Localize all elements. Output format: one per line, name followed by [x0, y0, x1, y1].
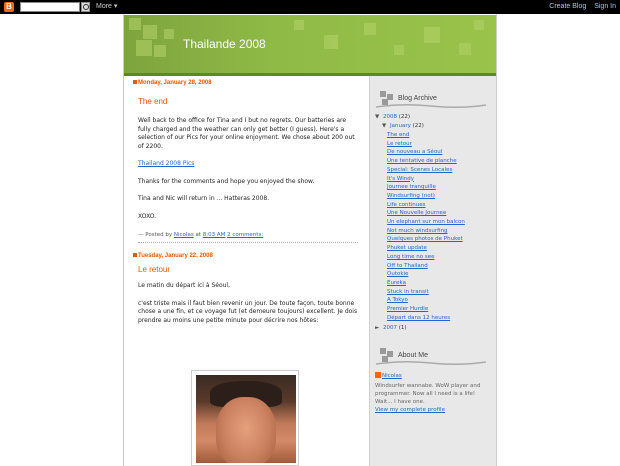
blog-header: [124, 15, 496, 73]
view-profile-link[interactable]: View my complete profile: [375, 407, 445, 413]
archive-post-link[interactable]: Quelques photos de Phuket: [387, 236, 463, 243]
post-paragraph: XOXO.: [138, 212, 157, 220]
blogger-logo-icon[interactable]: B: [4, 2, 14, 12]
archive-post-link[interactable]: Long time no see: [387, 253, 435, 260]
post-paragraph: Thanks for the comments and hope you enjoyed the show.: [138, 177, 315, 185]
about-title: About Me: [398, 352, 428, 359]
blogger-profile-icon: [375, 372, 381, 378]
post-paragraph: Tina and Nic will return in ... Hatteras 2008.: [138, 195, 270, 202]
archive-post-link[interactable]: De nouveau a Séoul: [387, 149, 443, 156]
archive-title: Blog Archive: [398, 95, 437, 102]
about-header: [376, 346, 491, 366]
archive-year-2007[interactable]: ► 2007 (1): [375, 325, 407, 331]
post-footer: — Posted by Nicolas at 8:03 AM 2 comments:: [138, 232, 264, 238]
main-column: [133, 80, 358, 325]
post-title[interactable]: The end: [138, 97, 168, 106]
collapse-icon[interactable]: ▼: [375, 114, 380, 120]
archive-post-link[interactable]: Special: Scenes Locales: [387, 166, 453, 173]
wave-divider-icon: [376, 103, 486, 109]
post-date: Tuesday, January 22, 2008: [133, 253, 358, 259]
post-paragraph: Le matin du départ ici à Séoul,: [138, 282, 230, 289]
archive-post-link[interactable]: The end: [387, 132, 410, 138]
archive-post-link[interactable]: Un elephant sur mon balcon: [387, 219, 465, 226]
archive-post-link[interactable]: Stuck in transit: [387, 288, 429, 295]
posted-by-dash: —: [138, 232, 146, 238]
about-name-row: [375, 372, 402, 381]
more-menu[interactable]: More ▾: [96, 3, 118, 10]
about-description: Windsurfer wannabe. WoW player and programmer. Now all I need is a life! Wait... I have one. View my complete profile: [375, 383, 481, 413]
profile-name-link[interactable]: Nicolas: [382, 373, 402, 379]
search-input[interactable]: [20, 2, 80, 12]
navbar-actions: [543, 2, 616, 12]
post-body: [138, 282, 358, 325]
archive-post-link[interactable]: Not much windsurfing: [387, 227, 448, 234]
archive-post-link[interactable]: Windsurfing (not): [387, 192, 435, 199]
expand-icon[interactable]: ►: [375, 325, 380, 331]
post-title[interactable]: Le retour: [138, 265, 171, 274]
archive-post-link[interactable]: Eureka: [387, 279, 406, 286]
post-paragraph: c'est triste mais il faut bien revenir un jour. De toute façon, toute bonne chose a une fin, et ce voyage fut (et demeure toujours) excellent. Je dois prendre au moins une petite minute pour décrire nos hôtes:: [138, 299, 358, 324]
archive-post-link[interactable]: Phuket update: [387, 245, 427, 252]
archive-post-link[interactable]: Départ dans 12 heures: [387, 314, 451, 321]
sidebar: [369, 76, 496, 466]
archive-post-link[interactable]: It's Windy: [387, 175, 414, 182]
archive-post-link[interactable]: Une Nouvelle Journee: [387, 210, 447, 217]
pics-link[interactable]: Thailand 2008 Pics: [138, 160, 195, 167]
archive-post-link[interactable]: Premier Hurdle: [387, 306, 429, 313]
blogger-navbar: [0, 0, 620, 14]
archive-post-link[interactable]: A Tokyo: [387, 297, 408, 304]
post-body: [138, 117, 358, 221]
post-photo[interactable]: [191, 370, 299, 466]
create-blog-link[interactable]: Create Blog: [549, 3, 587, 10]
author-link[interactable]: Nicolas: [173, 232, 194, 238]
wave-divider-icon: [376, 360, 486, 366]
archive-post-link[interactable]: Life continues: [387, 201, 426, 208]
permalink[interactable]: 8:03 AM: [202, 232, 226, 238]
post-divider: [138, 242, 358, 243]
archive-post-link[interactable]: Journee tranquille: [387, 184, 436, 191]
archive-post-link[interactable]: Outokie: [387, 271, 409, 278]
comments-link[interactable]: 2 comments:: [227, 232, 264, 238]
archive-post-link[interactable]: Une tentative de planche: [387, 158, 457, 165]
sign-in-link[interactable]: Sign In: [594, 3, 616, 10]
collapse-icon[interactable]: ▼: [382, 123, 387, 129]
search-icon[interactable]: [81, 2, 90, 12]
post-paragraph: Well back to the office for Tina and I but no regrets. Our batteries are fully charged and the weather can only get better (I guess). Here's a selection of our Pics for your online enjoyment. We chose about 200 out of 2200.: [138, 117, 355, 150]
archive-post-list: [387, 131, 465, 322]
archive-post-link[interactable]: Off to Thailand: [387, 262, 428, 269]
blog-title[interactable]: Thailande 2008: [183, 37, 266, 51]
portrait-image: [196, 375, 296, 463]
post-date: Monday, January 28, 2008: [133, 80, 358, 86]
archive-year-2008[interactable]: ▼ 2008 (22): [375, 114, 411, 120]
archive-header: [376, 89, 491, 109]
archive-month[interactable]: ▼ January (22): [382, 123, 424, 129]
archive-post-link[interactable]: Le retour: [387, 140, 412, 147]
